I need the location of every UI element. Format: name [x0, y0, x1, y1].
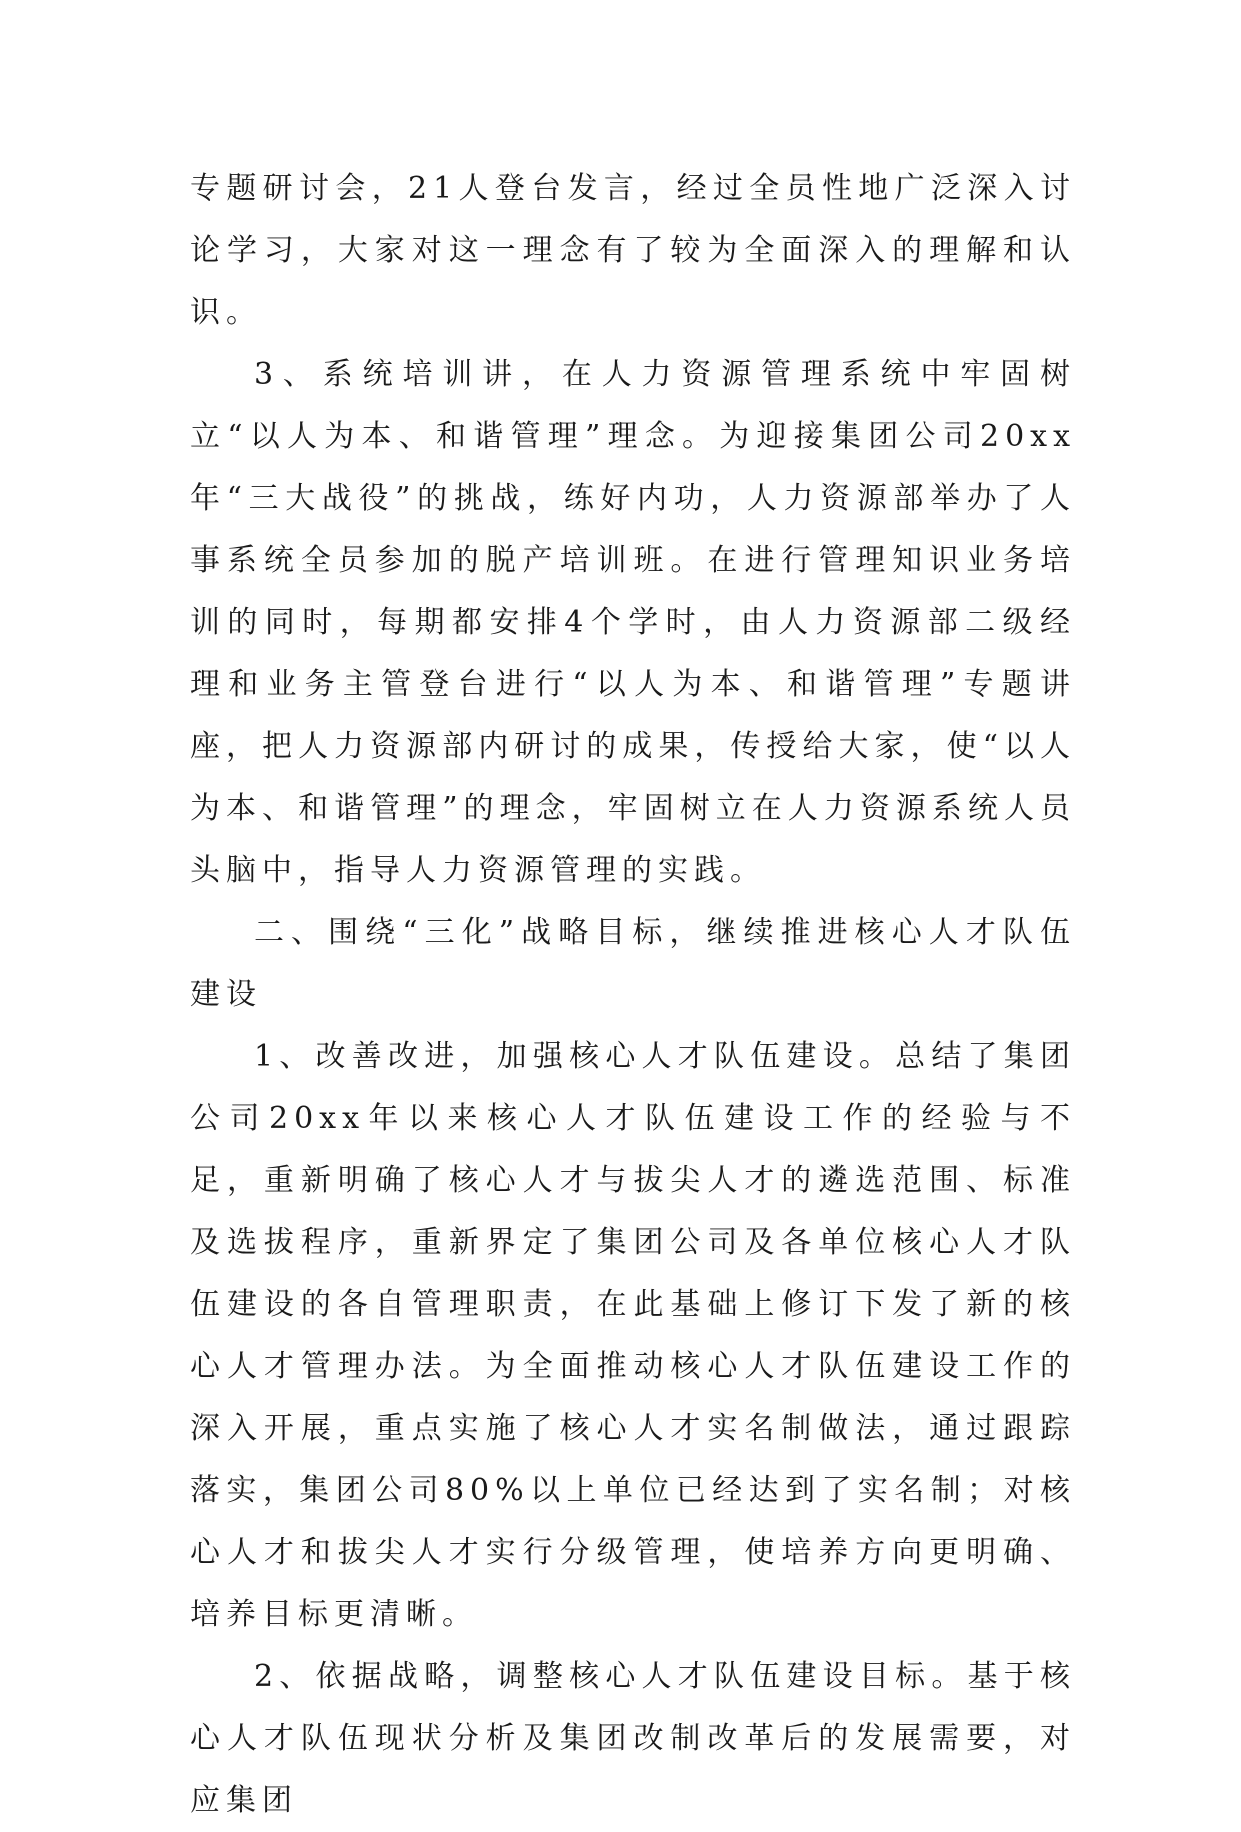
paragraph-improvement: 1、改善改进，加强核心人才队伍建设。总结了集团公司20xx年以来核心人才队伍建设工作的经验与不足，重新明确了核心人才与拔尖人才的遴选范围、标准及选拔程序，重新界定了集团公司及各单位核心人才队伍建设的各自管理职责，在此基础上修订下发了新的核心人才管理办法。为全面推动核心人才队伍建设工作的深入开展，重点实施了核心人才实名制做法，通过跟踪落实，集团公司80%以上单位已经达到了实名制；对核心人才和拔尖人才实行分级管理，使培养方向更明确、培养目标更清晰。 [190, 1039, 1076, 1632]
document-body [190, 158, 1076, 1832]
paragraph-strategy: 2、依据战略，调整核心人才队伍建设目标。基于核心人才队伍现状分析及集团改制改革后的发展需要，对应集团 [190, 1659, 1076, 1818]
paragraph-training: 3、系统培训讲，在人力资源管理系统中牢固树立“以人为本、和谐管理”理念。为迎接集团公司20xx年“三大战役”的挑战，练好内功，人力资源部举办了人事系统全员参加的脱产培训班。在进行管理知识业务培训的同时，每期都安排4个学时，由人力资源部二级经理和业务主管登台进行“以人为本、和谐管理”专题讲座，把人力资源部内研讨的成果，传授给大家，使“以人为本、和谐管理”的理念，牢固树立在人力资源系统人员头脑中，指导人力资源管理的实践。 [190, 357, 1076, 888]
paragraph-continuation: 专题研讨会，21人登台发言，经过全员性地广泛深入讨论学习，大家对这一理念有了较为全面深入的理解和认识。 [190, 171, 1076, 330]
section-heading-core-talent: 二、围绕“三化”战略目标，继续推进核心人才队伍建设 [190, 915, 1076, 1012]
